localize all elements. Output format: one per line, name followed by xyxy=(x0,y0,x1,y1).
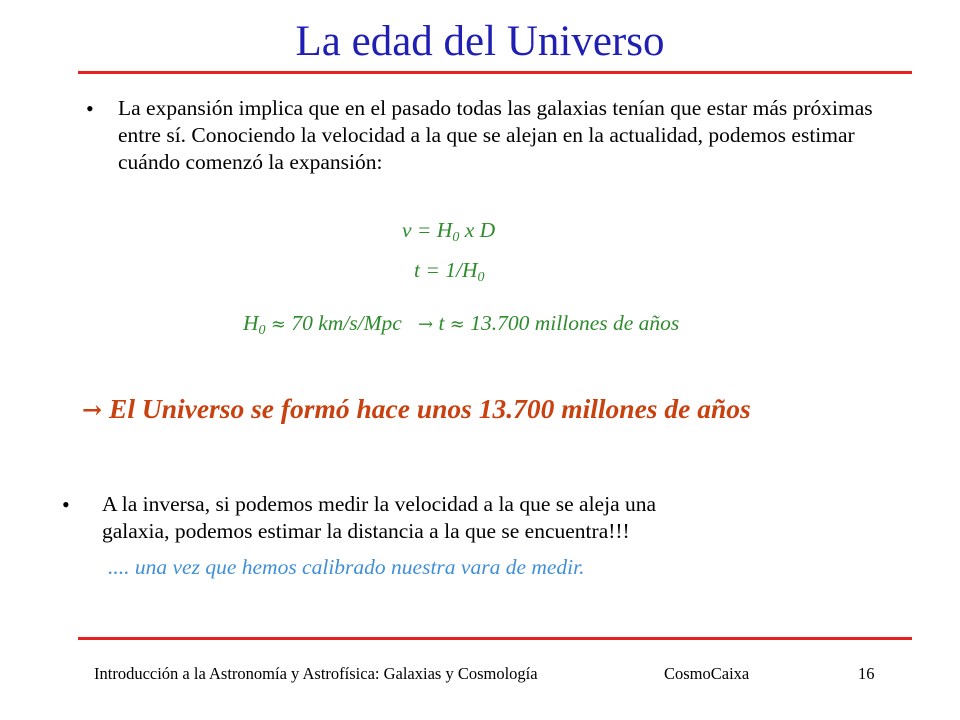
equation-hubble-law xyxy=(402,218,495,243)
approx-icon: ≈ xyxy=(449,314,465,335)
eq3-result: 13.700 millones de años xyxy=(470,311,680,335)
arrow-right-icon: → xyxy=(417,314,434,335)
footer-divider xyxy=(78,637,912,640)
title-divider xyxy=(78,71,912,74)
paragraph-distance xyxy=(102,491,882,545)
eq2-left: t = 1/H xyxy=(414,258,478,282)
eq2-subscript: 0 xyxy=(477,270,485,285)
equation-estimate xyxy=(243,311,679,336)
bullet-2: • xyxy=(62,492,70,517)
eq3-t: t xyxy=(438,311,445,335)
eq1-right: x D xyxy=(459,218,496,242)
page-title: La edad del Universo xyxy=(295,18,665,65)
footer-course: Introducción a la Astronomía y Astrofísica: Galaxias y Cosmología xyxy=(94,664,538,683)
page-number: 16 xyxy=(858,664,875,683)
paragraph2-line1: A la inversa, si podemos medir la velocidad a la que se aleja una xyxy=(102,492,657,516)
conclusion-statement xyxy=(82,393,751,425)
eq1-subscript: 0 xyxy=(452,230,460,245)
equation-age xyxy=(414,258,484,283)
approx-icon: ≈ xyxy=(270,314,286,335)
eq1-left: v = H xyxy=(402,218,453,242)
bullet-1: • xyxy=(86,96,94,121)
eq3-value: 70 km/s/Mpc xyxy=(291,311,402,335)
paragraph2-line2: galaxia, podemos estimar la distancia a la que se encuentra!!! xyxy=(102,519,630,543)
footer-venue: CosmoCaixa xyxy=(664,664,750,683)
eq3-subscript: 0 xyxy=(258,323,266,338)
conclusion-text: El Universo se formó hace unos 13.700 millones de años xyxy=(108,393,751,424)
paragraph-expansion: La expansión implica que en el pasado todas las galaxias tenían que estar más próximas entre sí. Conociendo la velocidad a la que se alejan en la actualidad, podemos estimar cuándo comenzó la expansión: xyxy=(118,96,873,174)
eq3-h: H xyxy=(243,311,259,335)
calibration-note: .... una vez que hemos calibrado nuestra vara de medir. xyxy=(108,555,585,579)
arrow-right-icon: → xyxy=(82,395,103,424)
